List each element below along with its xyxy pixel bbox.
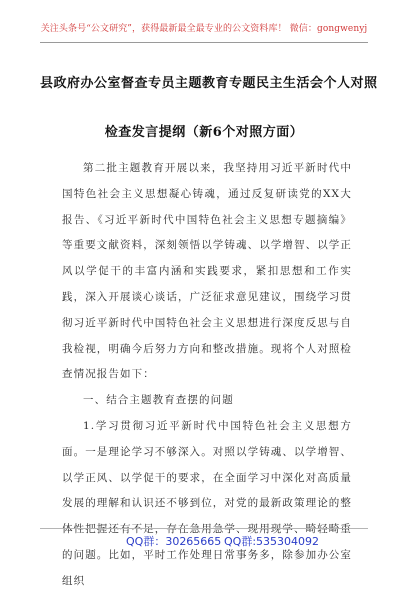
footer-qq-group-2[interactable]: QQ群:535304092 <box>224 535 320 548</box>
document-title-line-1: 县政府办公室督查专员主题教育专题民主生活会个人对照 <box>40 76 378 91</box>
footer <box>0 533 408 553</box>
intro-paragraph: 第二批主题教育开展以来，我坚持用习近平新时代中国特色社会主义思想凝心铸魂，通过反复研读党的XX大报告、《习近平新时代中国特色社会主义思想专题摘编》等重要文献资料，深刻领悟以学铸魂、以学增智、以学正风以学促干的丰富内涵和实践要求，紧扣思想和工作实践，深入开展谈心谈话，广泛征求意见建议，围绕学习贯彻习近平新时代中国特色社会主义思想进行深度反思与自我检视，明确今后努力方向和整改措施。现将个人对照检查情况报告如下： <box>62 162 352 381</box>
header-banner: 关注头条号“公文研究”，获得最新最全最专业的公文资料库！ 微信：gongwenyj <box>40 24 368 34</box>
footer-qq-group-1[interactable]: QQ群：30265665 <box>126 535 222 548</box>
section-paragraph: 1.学习贯彻习近平新时代中国特色社会主义思想方面。一是理论学习不够深入。对照以学铸魂、以学增智、以学正风、以学促干的要求，在全面学习中深化对高质量发展的理解和认识还不够到位，对党的最新政策理论的整体性把握还有不足，存在急用急学、现用现学、畸轻畸重的问题。比如，平时工作处理日常事务多，除参加办公室组织 <box>62 419 352 587</box>
header-divider <box>40 42 368 43</box>
section-heading: 一、结合主题教育查摆的问题 <box>83 394 234 407</box>
footer-divider <box>40 528 368 529</box>
document-title-line-2: 检查发言提纲（新6个对照方面） <box>104 125 304 140</box>
